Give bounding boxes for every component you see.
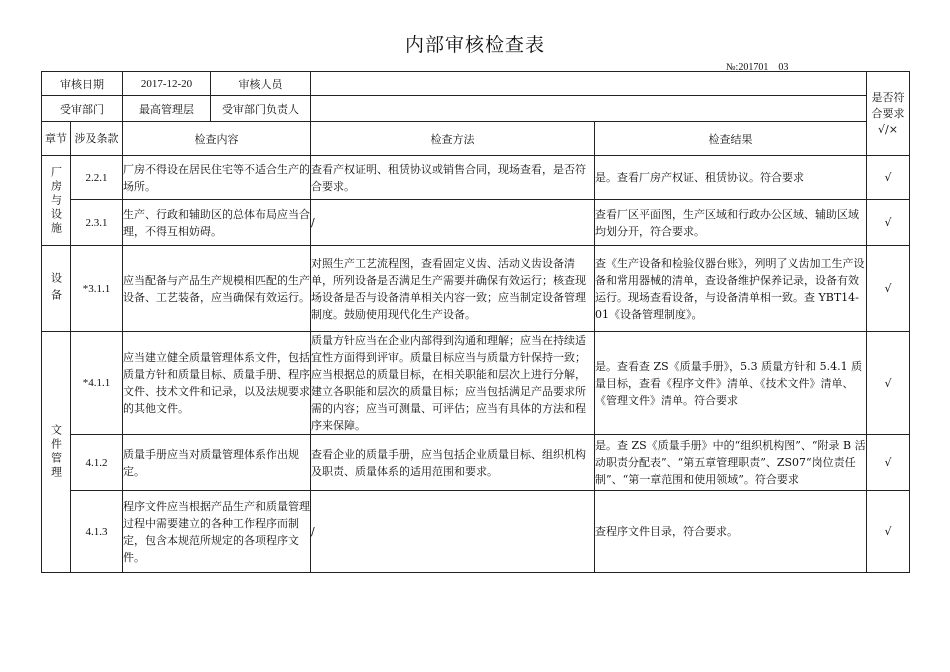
clause-cell: 2.2.1 xyxy=(71,156,123,200)
method-cell: 对照生产工艺流程图，查看固定义齿、活动义齿设备清单，所列设备是否满足生产需要并确保有效运行；核查现场设备是否与设备清单相关内容一致；应当制定设备管理制度。鼓励使用现代化生产设备。 xyxy=(311,246,595,332)
content-header: 检查内容 xyxy=(123,122,311,156)
audit-date-label: 审核日期 xyxy=(42,72,123,96)
table-row xyxy=(42,332,910,435)
conform-check: √ xyxy=(867,246,910,332)
dept-head-label: 受审部门负责人 xyxy=(211,96,311,122)
content-cell: 应当配备与产品生产规模相匹配的生产设备、工艺装备，应当确保有效运行。 xyxy=(123,246,311,332)
table-row xyxy=(42,200,910,246)
method-cell: 质量方针应当在企业内部得到沟通和理解；应当在持续适宜性方面得到评审。质量目标应当与质量方针保持一致；应当根据总的质量目标，在相关职能和层次上进行分解，建立各职能和层次的质量目标；应当包括满足产品要求所需的内容；应当可测量、可评估；应当有具体的方法和程序来保障。 xyxy=(311,332,595,435)
result-header: 检查结果 xyxy=(595,122,867,156)
conform-check: √ xyxy=(867,332,910,435)
document-number: №:201701 03 xyxy=(726,62,789,73)
chapter-facility: 厂房与设施 xyxy=(42,156,71,246)
method-cell: 查看企业的质量手册，应当包括企业质量目标、组织机构及职责、质量体系的适用范围和要求。 xyxy=(311,435,595,491)
dept-label: 受审部门 xyxy=(42,96,123,122)
info-row-2 xyxy=(42,96,910,122)
table-row xyxy=(42,246,910,332)
method-cell: 查看产权证明、租赁协议或销售合同，现场查看，是否符合要求。 xyxy=(311,156,595,200)
result-cell: 查《生产设备和检验仪器台账》，列明了义齿加工生产设备和常用器械的清单，查设备维护保养记录，设备有效运行。现场查看设备，与设备清单相一致。查 YBT14-01《设备管理制度》。 xyxy=(595,246,867,332)
conform-check: √ xyxy=(867,491,910,573)
result-cell: 是。查看厂房产权证、租赁协议。符合要求 xyxy=(595,156,867,200)
table-row xyxy=(42,156,910,200)
content-cell: 应当建立健全质量管理体系文件，包括质量方针和质量目标、质量手册、程序文件、技术文件和记录，以及法规要求的其他文件。 xyxy=(123,332,311,435)
result-cell: 查看厂区平面图，生产区域和行政办公区域、辅助区域均划分开，符合要求。 xyxy=(595,200,867,246)
dept-value: 最高管理层 xyxy=(123,96,211,122)
content-cell: 质量手册应当对质量管理体系作出规定。 xyxy=(123,435,311,491)
conform-header: 是否符合要求 √/× xyxy=(867,72,910,156)
chapter-documents: 文件管理 xyxy=(42,332,71,573)
method-cell: / xyxy=(311,491,595,573)
clause-cell: *4.1.1 xyxy=(71,332,123,435)
result-cell: 查程序文件目录，符合要求。 xyxy=(595,491,867,573)
audit-date-value: 2017-12-20 xyxy=(123,72,211,96)
chapter-header: 章节 xyxy=(42,122,71,156)
content-cell: 厂房不得设在居民住宅等不适合生产的场所。 xyxy=(123,156,311,200)
dept-head-value xyxy=(311,96,867,122)
clause-cell: *3.1.1 xyxy=(71,246,123,332)
method-cell: / xyxy=(311,200,595,246)
clause-cell: 4.1.2 xyxy=(71,435,123,491)
chapter-equipment: 设备 xyxy=(42,246,71,332)
content-cell: 程序文件应当根据产品生产和质量管理过程中需要建立的各种工作程序而制定，包含本规范所规定的各项程序文件。 xyxy=(123,491,311,573)
auditor-value xyxy=(311,72,867,96)
clause-cell: 2.3.1 xyxy=(71,200,123,246)
auditor-label: 审核人员 xyxy=(211,72,311,96)
column-header-row xyxy=(42,122,910,156)
result-cell: 是。查 ZS《质量手册》中的“组织机构图”、“附录 B 活动职责分配表”、“第五章管理职责”、ZS07“岗位责任制”、“第一章范围和使用领域”。符合要求 xyxy=(595,435,867,491)
conform-check: √ xyxy=(867,156,910,200)
content-cell: 生产、行政和辅助区的总体布局应当合理，不得互相妨碍。 xyxy=(123,200,311,246)
audit-checklist-table xyxy=(41,71,910,573)
result-cell: 是。查看查 ZS《质量手册》，5.3 质量方针和 5.4.1 质量目标，查看《程序文件》清单、《技术文件》清单、《管理文件》清单。符合要求 xyxy=(595,332,867,435)
table-row xyxy=(42,435,910,491)
table-row xyxy=(42,491,910,573)
method-header: 检查方法 xyxy=(311,122,595,156)
conform-check: √ xyxy=(867,435,910,491)
conform-check: √ xyxy=(867,200,910,246)
clause-cell: 4.1.3 xyxy=(71,491,123,573)
page-title: 内部审核检查表 xyxy=(404,34,545,56)
info-row-1 xyxy=(42,72,910,96)
clause-header: 涉及条款 xyxy=(71,122,123,156)
